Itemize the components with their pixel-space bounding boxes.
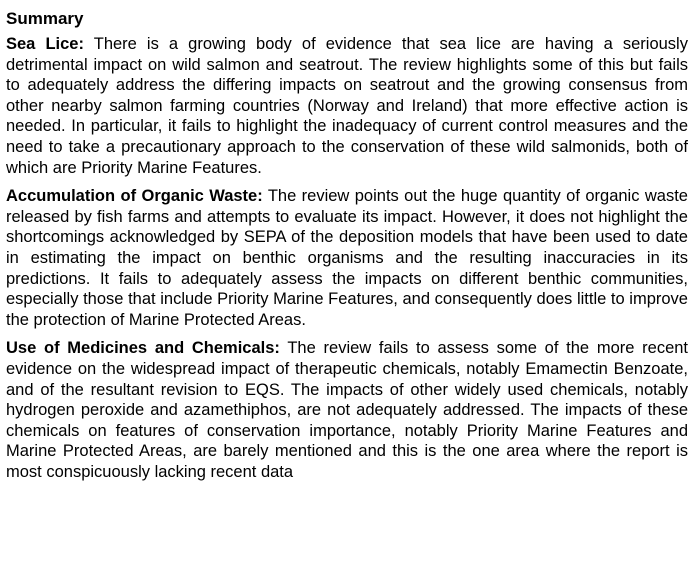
summary-heading: Summary [6, 9, 84, 28]
paragraph-sea-lice [6, 34, 688, 178]
paragraph-lead: Accumulation of Organic Waste: [6, 187, 263, 206]
paragraph-lead: Use of Medicines and Chemicals: [6, 339, 280, 358]
paragraph-text: There is a growing body of evidence that sea lice are having a seriously detrimental impact on wild salmon and seatrout. The review highlights some of this but fails to adequately address the differing impacts on seatrout and the growing consensus from other nearby salmon farming countries (Norway and Ireland) that more effective action is needed. In particular, it fails to highlight the inadequacy of current control measures and the need to take a precautionary approach to the conservation of these wild salmonids, both of which are Priority Marine Features. [6, 35, 688, 177]
paragraph-lead: Sea Lice: [6, 35, 84, 53]
paragraph-text: The review fails to assess some of the more recent evidence on the widespread impact of therapeutic chemicals, notably Emamectin Benzoate, and of the resultant revision to EQS. The impacts of other widely used chemicals, notably hydrogen peroxide and azamethiphos, are not adequately addressed. The impacts of these chemicals on features of conservation importance, notably Priority Marine Features and Marine Protected Areas, are barely mentioned and this is the one area where the report is most conspicuously lacking recent data [6, 339, 689, 481]
paragraph-text: The review points out the huge quantity of organic waste released by fish farms and attempts to evaluate its impact. However, it does not highlight the shortcomings acknowledged by SEPA of the deposition models that have been used to date in estimating the impact on benthic organisms and the resulting inaccuracies in its predictions. It fails to adequately assess the impacts on different benthic communities, especially those that include Priority Marine Features, and consequently does little to improve the protection of Marine Protected Areas. [6, 187, 688, 329]
paragraph-organic-waste [6, 186, 688, 330]
paragraph-medicines-chemicals [6, 338, 688, 482]
